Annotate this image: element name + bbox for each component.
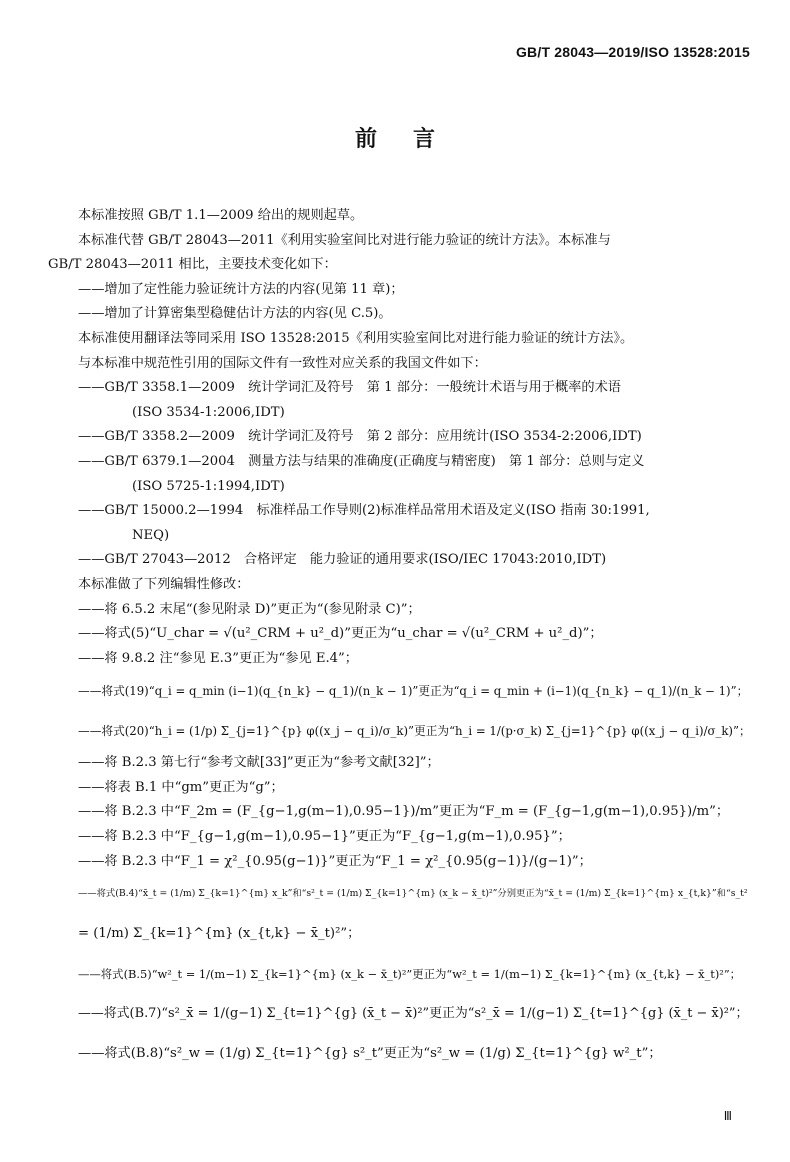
list-item: ——将 B.2.3 中“F_2m = (F_{g−1,g(m−1),0.95−1})/m”更正为“F_m = (F_{g−1,g(m−1),0.95})/m”； (78, 804, 730, 820)
paragraph: 与本标准中规范性引用的国际文件有一致性对应关系的我国文件如下： (78, 355, 487, 371)
list-item: ——将 B.2.3 中“F_1 = χ²_{0.95(g−1)}”更正为“F_1 = χ²_{0.95(g−1)}/(g−1)”； (78, 853, 592, 869)
list-item: ——将 B.2.3 第七行“参考文献[33]”更正为“参考文献[32]”； (78, 755, 440, 771)
list-item-continuation: NEQ) (132, 527, 170, 543)
list-item: ——将式(B.4)“x̄_t = (1/m) Σ_{k=1}^{m} x_k”和“s²_t = (1/m) Σ_{k=1}^{m} (x_k − x̄_t)²”分别更正为“x̄_t = (1/m) Σ_{k=1}^{m} x_{t,k}”和“s_t² (78, 888, 748, 900)
list-item: ——将 6.5.2 末尾“(参见附录 D)”更正为“(参见附录 C)”； (78, 601, 421, 617)
list-item: ——GB/T 6379.1—2004 测量方法与结果的准确度(正确度与精密度) 第 1 部分：总则与定义 (78, 453, 645, 469)
paragraph: 本标准按照 GB/T 1.1—2009 给出的规则起草。 (78, 208, 364, 223)
list-item: ——将式(20)“h_i = (1/p) Σ_{j=1}^{p} φ((x_j − q_i)/σ_k)”更正为“h_i = 1/(p·σ_k) Σ_{j=1}^{p} φ((x_j − q_i)/σ_k)”； (78, 724, 751, 739)
standard-number: GB/T 28043—2019/ISO 13528:2015 (515, 44, 750, 60)
list-item: ——将式(B.5)“w²_t = 1/(m−1) Σ_{k=1}^{m} (x_k − x̄_t)²”更正为“w²_t = 1/(m−1) Σ_{k=1}^{m} (x_{t,k} − x̄_t)²”； (78, 967, 742, 982)
list-item: ——增加了定性能力验证统计方法的内容(见第 11 章)； (78, 281, 404, 297)
page-title: 前言 (354, 127, 471, 152)
paragraph: GB/T 28043—2011 相比，主要技术变化如下： (48, 257, 337, 273)
paragraph: 本标准使用翻译法等同采用 ISO 13528:2015《利用实验室间比对进行能力验证的统计方法》。 (78, 330, 634, 346)
list-item: ——将式(19)“q_i = q_min (i−1)(q_{n_k} − q_1)/(n_k − 1)”更正为“q_i = q_min + (i−1)(q_{n_k} − q_1)/(n_k − 1)”； (78, 684, 749, 699)
list-item: ——将表 B.1 中“gm”更正为“g”； (78, 779, 284, 795)
list-item: ——增加了计算密集型稳健估计方法的内容(见 C.5)。 (78, 306, 392, 322)
list-item-continuation: (ISO 3534-1:2006,IDT) (132, 404, 285, 420)
document-body (48, 204, 753, 1074)
list-item: ——将式(B.8)“s²_w = (1/g) Σ_{t=1}^{g} s²_t”更正为“s²_w = (1/g) Σ_{t=1}^{g} w²_t”； (78, 1046, 662, 1062)
list-item: ——GB/T 3358.2—2009 统计学词汇及符号 第 2 部分：应用统计(ISO 3534-2:2006,IDT) (78, 429, 642, 445)
list-item: ——GB/T 3358.1—2009 统计学词汇及符号 第 1 部分：一般统计术语与用于概率的术语 (78, 380, 621, 396)
paragraph: 本标准做了下列编辑性修改： (78, 576, 250, 592)
list-item: ——将 B.2.3 中“F_{g−1,g(m−1),0.95−1}”更正为“F_{g−1,g(m−1),0.95}”； (78, 829, 571, 845)
list-item: ——将式(B.7)“s²_x̄ = 1/(g−1) Σ_{t=1}^{g} (x̄_t − x̄)²”更正为“s²_x̄ = 1/(g−1) Σ_{t=1}^{g} (x̄_t − x̄)²”； (78, 1006, 749, 1022)
list-item: ——将式(5)“U_char = √(u²_CRM + u²_d)”更正为“u_char = √(u²_CRM + u²_d)”； (78, 626, 603, 642)
list-item-continuation: = (1/m) Σ_{k=1}^{m} (x_{t,k} − x̄_t)²”； (78, 926, 361, 942)
paragraph: 本标准代替 GB/T 28043—2011《利用实验室间比对进行能力验证的统计方法》。本标准与 (78, 232, 611, 248)
list-item: ——GB/T 27043—2012 合格评定 能力验证的通用要求(ISO/IEC 17043:2010,IDT) (78, 552, 607, 568)
list-item-continuation: (ISO 5725-1:1994,IDT) (132, 478, 285, 494)
list-item: ——将 9.8.2 注“参见 E.3”更正为“参见 E.4”； (78, 650, 358, 666)
page-number: Ⅲ (723, 1109, 732, 1123)
list-item: ——GB/T 15000.2—1994 标准样品工作导则(2)标准样品常用术语及定义(ISO 指南 30:1991, (78, 503, 650, 519)
